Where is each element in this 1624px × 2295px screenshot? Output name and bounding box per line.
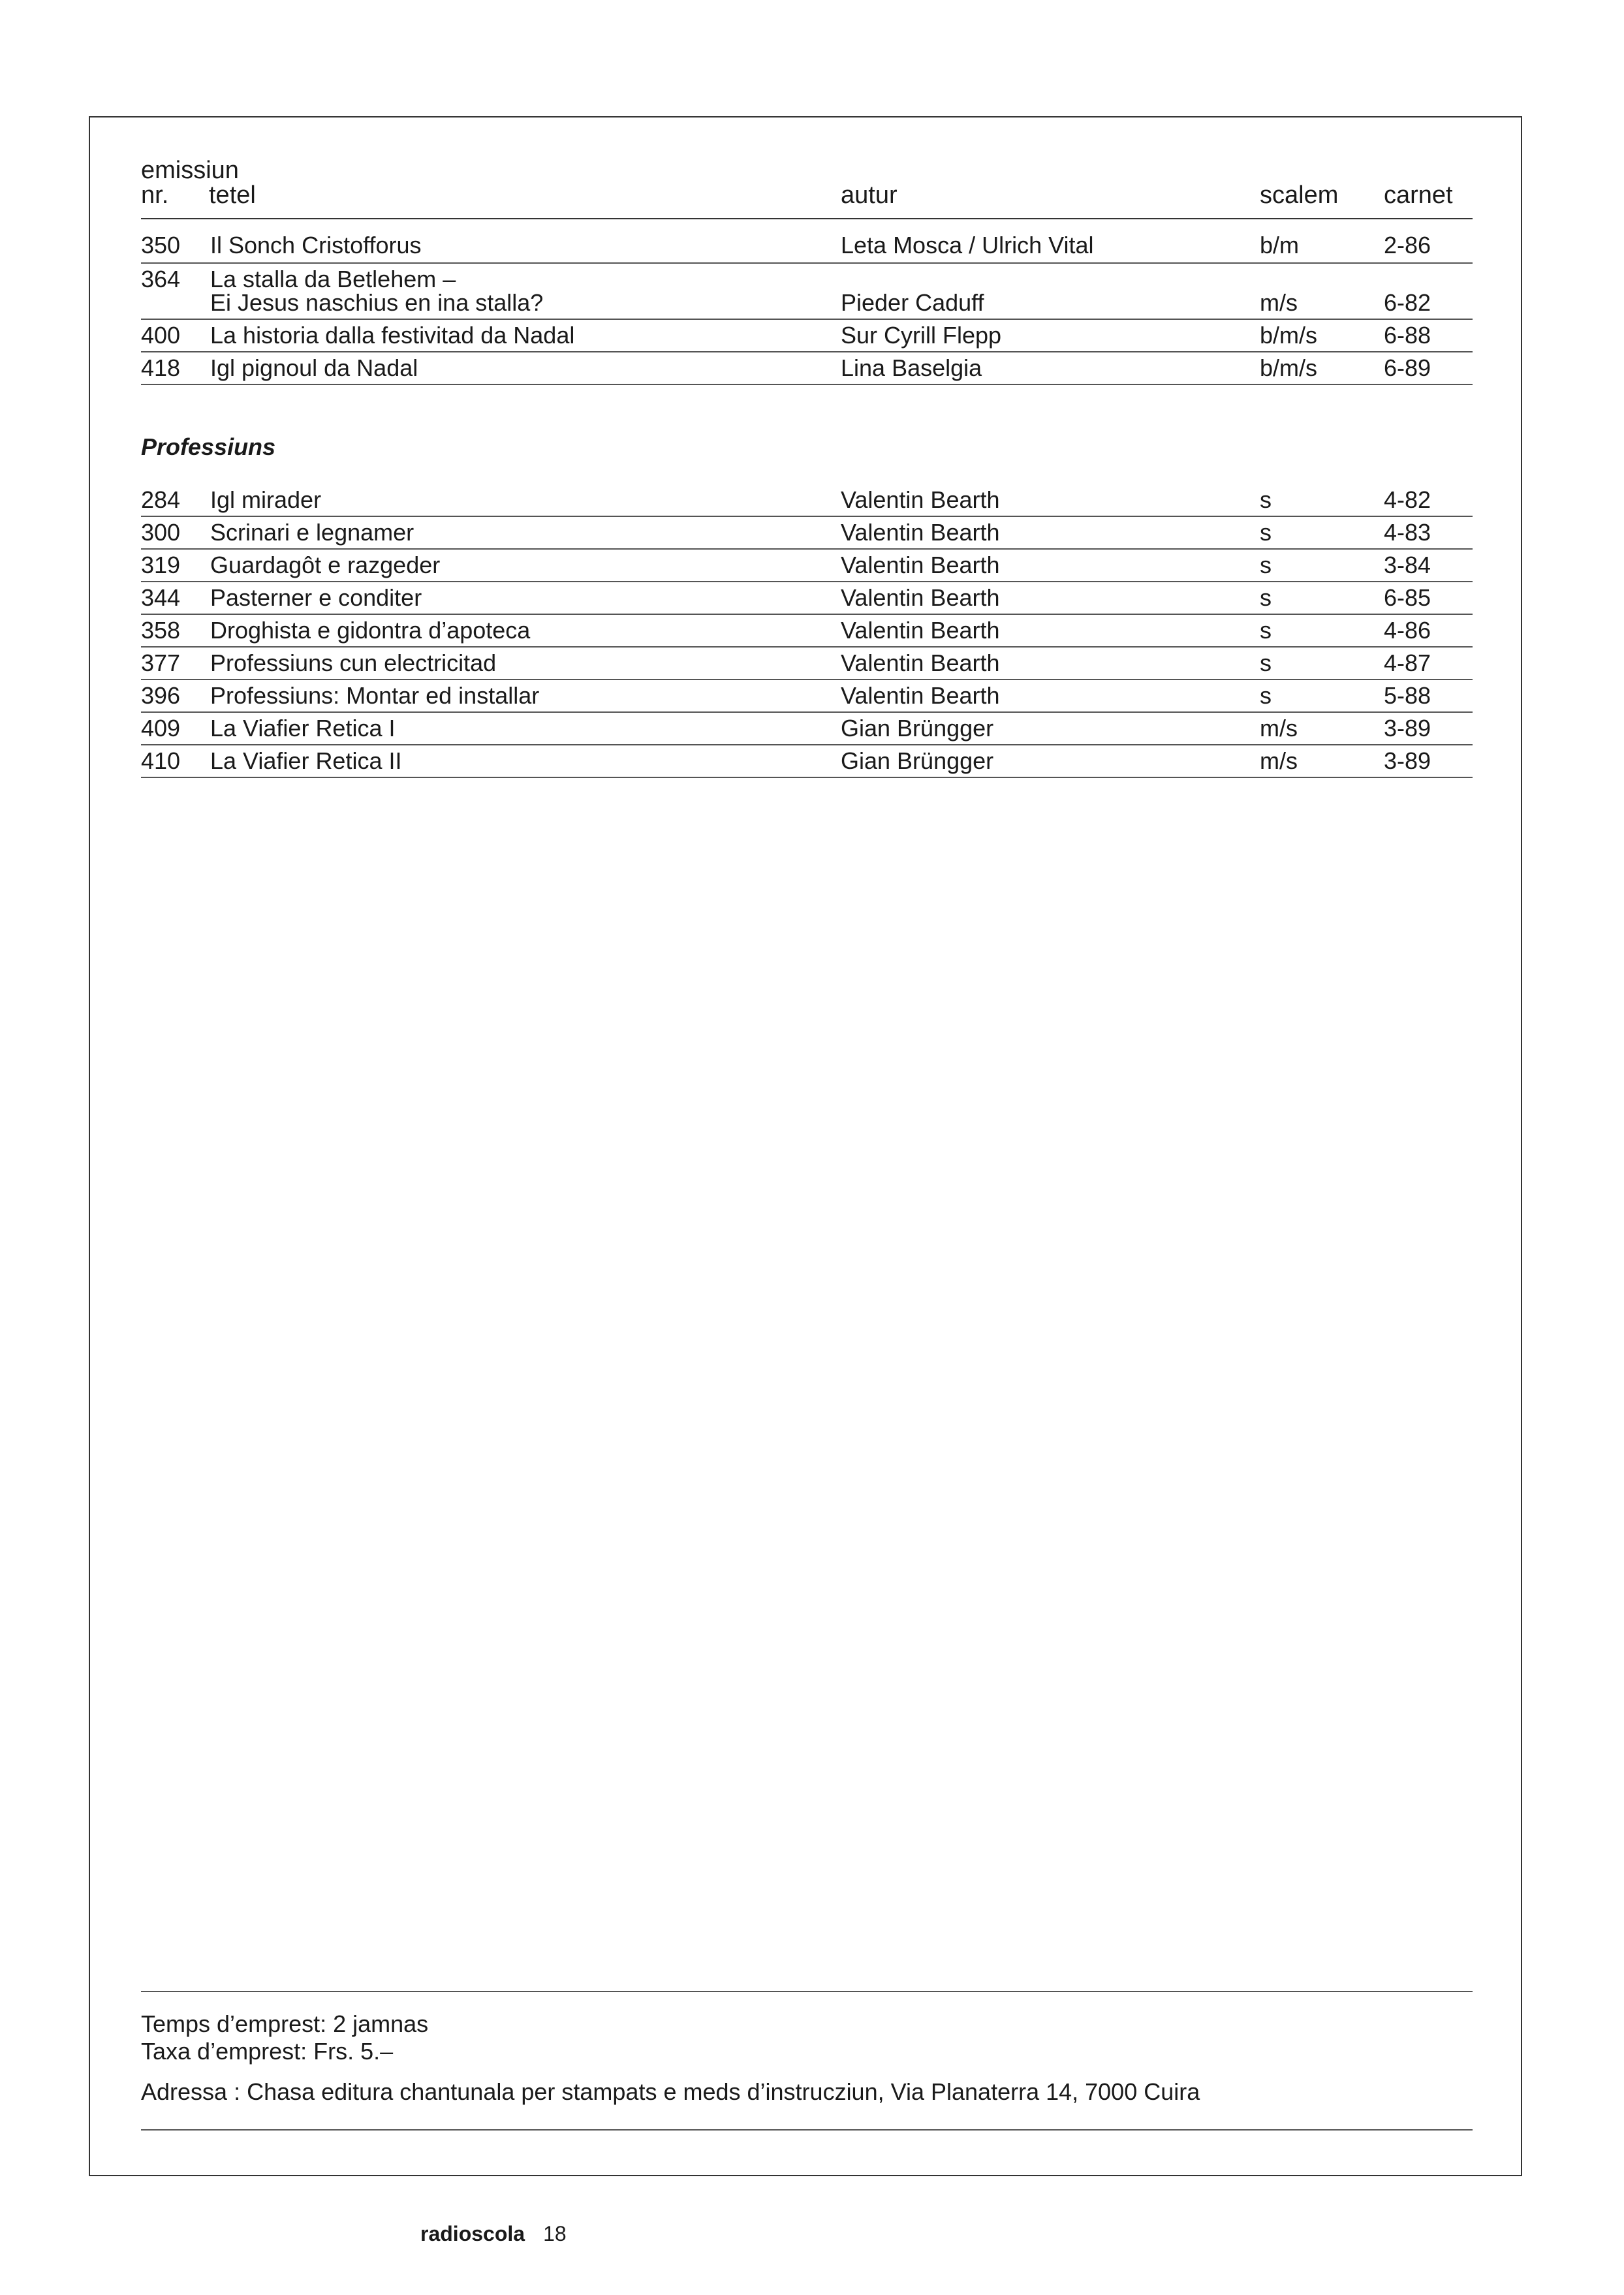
row-booklet: 6-85: [1384, 584, 1431, 611]
row-nr: 364: [141, 266, 181, 292]
row-title: Droghista e gidontra d’apoteca: [210, 617, 531, 644]
row-title: Pasterner e conditer: [210, 584, 422, 611]
row-author: Valentin Bearth: [841, 486, 1000, 513]
delivery-time: Temps d’emprest: 2 jamnas: [141, 2010, 429, 2037]
row-booklet: 3-84: [1384, 552, 1431, 578]
header-author: autur: [841, 181, 898, 209]
header-title: tetel: [209, 181, 256, 209]
row-title: Scrinari e legnamer: [210, 519, 414, 546]
row-booklet: 3-89: [1384, 715, 1431, 742]
row-title: La Viafier Retica I: [210, 715, 396, 742]
row-divider: [141, 262, 1473, 264]
row-level: m/s: [1260, 747, 1298, 774]
row-title-line2: Ei Jesus naschius en ina stalla?: [210, 289, 544, 316]
row-level: b/m: [1260, 232, 1300, 258]
header-level: scalem: [1260, 181, 1339, 209]
row-title: La historia dalla festivitad da Nadal: [210, 322, 575, 349]
row-booklet: 6-89: [1384, 354, 1431, 381]
row-author: Sur Cyrill Flepp: [841, 322, 1002, 349]
row-nr: 409: [141, 715, 181, 742]
row-level: s: [1260, 682, 1272, 709]
row-divider: [141, 777, 1473, 778]
row-title: La stalla da Betlehem –: [210, 266, 456, 292]
row-level: s: [1260, 519, 1272, 546]
footer-bottom-rule: [141, 2129, 1473, 2131]
row-author: Valentin Bearth: [841, 584, 1000, 611]
row-level: s: [1260, 486, 1272, 513]
row-nr: 418: [141, 354, 181, 381]
row-author: Gian Brüngger: [841, 747, 994, 774]
row-author: Gian Brüngger: [841, 715, 994, 742]
header-rule: [141, 218, 1473, 219]
row-booklet: 4-82: [1384, 486, 1431, 513]
row-divider: [141, 744, 1473, 745]
row-nr: 358: [141, 617, 181, 644]
section-title: Professiuns: [141, 433, 276, 460]
row-nr: 410: [141, 747, 181, 774]
row-nr: 300: [141, 519, 181, 546]
row-divider: [141, 581, 1473, 582]
row-level: b/m/s: [1260, 354, 1318, 381]
row-booklet: 5-88: [1384, 682, 1431, 709]
row-divider: [141, 516, 1473, 517]
header-nr-line2: nr.: [141, 181, 169, 209]
publication-name: radioscola: [420, 2222, 525, 2245]
row-booklet: 2-86: [1384, 232, 1431, 258]
row-level: b/m/s: [1260, 322, 1318, 349]
address: Adressa : Chasa editura chantunala per stampats e meds d’instrucziun, Via Planaterra 14, 7000 Cuira: [141, 2078, 1200, 2105]
row-divider: [141, 319, 1473, 320]
row-booklet: 4-87: [1384, 649, 1431, 676]
row-author: Valentin Bearth: [841, 552, 1000, 578]
footer-top-rule: [141, 1991, 1473, 1992]
row-nr: 319: [141, 552, 181, 578]
page-footer: [420, 2221, 567, 2247]
row-level: s: [1260, 552, 1272, 578]
row-booklet: 6-88: [1384, 322, 1431, 349]
row-divider: [141, 548, 1473, 550]
row-level: s: [1260, 617, 1272, 644]
row-level: s: [1260, 649, 1272, 676]
row-title: Professiuns: Montar ed installar: [210, 682, 540, 709]
header-nr-line1: emissiun: [141, 157, 239, 184]
row-booklet: 6-82: [1384, 289, 1431, 316]
row-nr: 377: [141, 649, 181, 676]
row-author: Valentin Bearth: [841, 519, 1000, 546]
row-author: Valentin Bearth: [841, 617, 1000, 644]
row-title: Igl pignoul da Nadal: [210, 354, 418, 381]
row-author: Valentin Bearth: [841, 649, 1000, 676]
row-divider: [141, 679, 1473, 680]
row-divider: [141, 614, 1473, 615]
row-divider: [141, 711, 1473, 713]
row-level: m/s: [1260, 715, 1298, 742]
row-nr: 396: [141, 682, 181, 709]
row-booklet: 4-83: [1384, 519, 1431, 546]
row-title: Il Sonch Cristofforus: [210, 232, 422, 258]
row-divider: [141, 351, 1473, 352]
row-nr: 400: [141, 322, 181, 349]
row-booklet: 4-86: [1384, 617, 1431, 644]
loan-fee: Taxa d’emprest: Frs. 5.–: [141, 2038, 394, 2065]
row-author: Valentin Bearth: [841, 682, 1000, 709]
page-number: 18: [543, 2222, 567, 2245]
row-nr: 350: [141, 232, 181, 258]
row-divider: [141, 384, 1473, 385]
row-level: s: [1260, 584, 1272, 611]
header-booklet: carnet: [1384, 181, 1453, 209]
row-author: Pieder Caduff: [841, 289, 984, 316]
row-title: Igl mirader: [210, 486, 322, 513]
row-title: La Viafier Retica II: [210, 747, 402, 774]
row-nr: 344: [141, 584, 181, 611]
row-author: Leta Mosca / Ulrich Vital: [841, 232, 1094, 258]
page-frame: [89, 116, 1522, 2176]
row-author: Lina Baselgia: [841, 354, 982, 381]
row-level: m/s: [1260, 289, 1298, 316]
row-nr: 284: [141, 486, 181, 513]
row-title: Guardagôt e razgeder: [210, 552, 441, 578]
row-booklet: 3-89: [1384, 747, 1431, 774]
row-divider: [141, 646, 1473, 648]
row-title: Professiuns cun electricitad: [210, 649, 497, 676]
